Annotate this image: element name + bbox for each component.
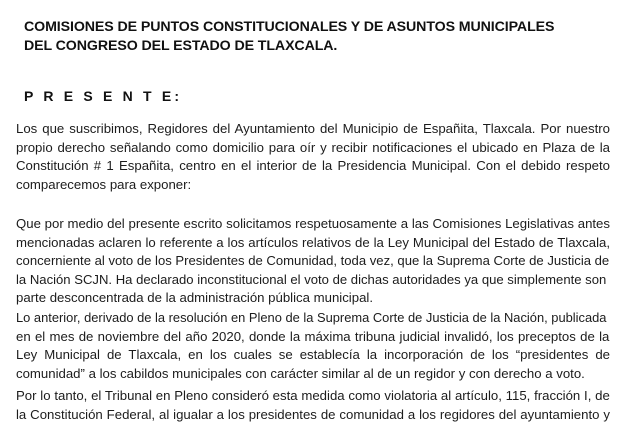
heading-line-1: COMISIONES DE PUNTOS CONSTITUCIONALES Y DE ASUNTOS MUNICIPALES [24, 19, 555, 35]
heading-line-2: DEL CONGRESO DEL ESTADO DE TLAXCALA. [24, 38, 338, 54]
paragraph-line: Lo anterior, derivado de la resolución en Pleno de la Suprema Corte de Justicia de la Nación, publicada [16, 310, 607, 325]
paragraph-2 [16, 215, 610, 308]
paragraph-line: mencionadas aclaren lo referente a los artículos relativos de la Ley Municipal del Estado de Tlaxcala, [16, 234, 610, 250]
salutation: P R E S E N T E: [24, 88, 183, 104]
paragraph-line: Por lo tanto, el Tribunal en Pleno consideró esta medida como violatoria al artículo, 115, fracción I, de [16, 388, 610, 403]
paragraph-line: propio derecho señalando como domicilio para oír y recibir notificaciones el ubicado en Plaza de la [16, 139, 610, 155]
paragraph-line: la Constitución Federal, al igualar a los presidentes de comunidad a los regidores del ayuntamiento y [16, 406, 610, 422]
paragraph-line: Que por medio del presente escrito solicitamos respetuosamente a las Comisiones Legislativas antes [16, 216, 610, 231]
paragraph-line: comunidad” a los cabildos municipales con carácter similar al de un regidor y con derecho a voto. [16, 365, 585, 381]
paragraph-line: Ley Municipal de Tlaxcala, en los cuales se establecía la incorporación de los “presidentes de [16, 347, 610, 363]
paragraph-line: concerniente al voto de los Presidentes de Comunidad, toda vez, que la Suprema Corte de Justicia de [16, 253, 610, 269]
paragraph-line: la Nación SCJN. Ha declarado inconstitucional el voto de dichas autoridades ya que simplemente son [16, 271, 607, 287]
paragraph-line: Los que suscribimos, Regidores del Ayuntamiento del Municipio de Españita, Tlaxcala. Por nuestro [16, 121, 610, 136]
paragraph-line: parte desconcentrada de la administración pública municipal. [16, 290, 374, 306]
paragraph-1 [16, 120, 610, 194]
paragraph-3 [16, 309, 610, 383]
paragraph-line: comparecemos para exponer: [16, 176, 192, 192]
paragraph-line: Constitución # 1 Españita, centro en el interior de la Presidencia Municipal. Con el debido respeto [16, 158, 610, 174]
paragraph-4 [16, 387, 610, 424]
document-heading [24, 18, 584, 56]
paragraph-line: en el mes de noviembre del año 2020, donde la máxima tribuna judicial invalidó, los preceptos de la [16, 328, 610, 344]
